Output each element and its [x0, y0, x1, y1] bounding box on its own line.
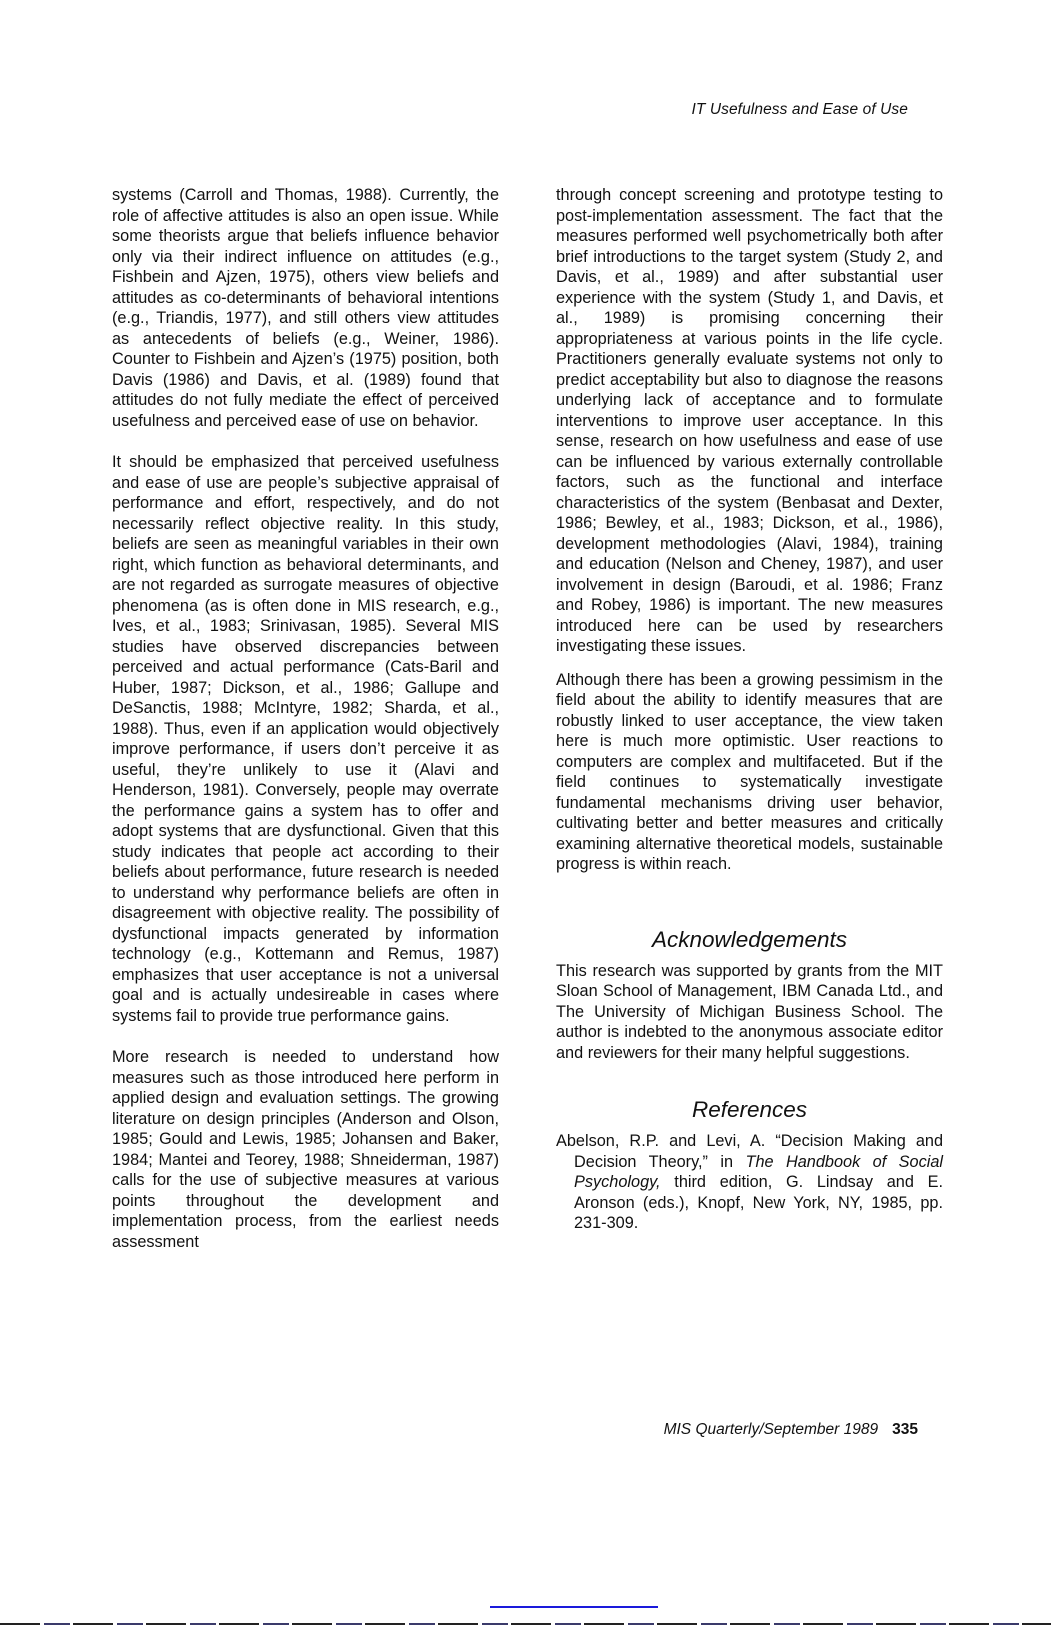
- left-column: [112, 185, 499, 1273]
- reference-entry: [556, 1131, 943, 1234]
- right-column: [556, 185, 943, 1234]
- link-underline[interactable]: [490, 1606, 658, 1608]
- running-header: IT Usefulness and Ease of Use: [691, 101, 908, 118]
- body-paragraph: Although there has been a growing pessimism in the field about the ability to identify measures that are robustly linked to user acceptance, the view taken here is much more optimistic. User reactions to computers are complex and multifaceted. But if the field continues to systematically investigate fundamental mechanisms driving user behavior, cultivating better and better measures and critically examining alternative theoretical models, sustainable progress is within reach.: [556, 670, 943, 873]
- reference-text: Abelson, R.P. and Levi, A. “Decision Making and Decision Theory,” in: [556, 1132, 943, 1171]
- reference-details: third edition, G. Lindsay and E. Aronson (eds.), Knopf, New York, NY, 1985, pp. 231-309.: [574, 1173, 943, 1232]
- acknowledgements-text: This research was supported by grants from the MIT Sloan School of Management, IBM Canada Ltd., and The University of Michigan Business School. The author is indebted to the anonymous associate editor and reviewers for their many helpful suggestions.: [556, 961, 943, 1062]
- reference-book-title: The Handbook of Social Psychology,: [574, 1152, 944, 1191]
- body-paragraph: systems (Carroll and Thomas, 1988). Currently, the role of affective attitudes is also an open issue. While some theorists argue that beliefs influence behavior only via their indirect influence on attitudes (e.g., Fishbein and Ajzen, 1975), others view beliefs and attitudes as co-determinants of behavioral intentions (e.g., Triandis, 1977), and still others view attitudes as antecedents of beliefs (e.g., Weiner, 1986). Counter to Fishbein and Ajzen’s (1975) position, both Davis (1986) and Davis, et al. (1989) found that attitudes do not fully mediate the effect of perceived usefulness and perceived ease of use on behavior.: [112, 186, 499, 430]
- journal-issue: MIS Quarterly/September 1989: [663, 1421, 879, 1438]
- page-footer: [664, 1421, 918, 1439]
- body-paragraph: More research is needed to understand how measures such as those introduced here perform in applied design and evaluation settings. The growing literature on design principles (Anderson and Olson, 1985; Gould and Lewis, 1985; Johansen and Baker, 1984; Mantei and Teorey, 1988; Shneiderman, 1987) calls for the use of subjective measures at various points throughout the development and implementation process, from the earliest needs assessment: [112, 1048, 499, 1251]
- body-paragraph: through concept screening and prototype testing to post-implementation assessment. The fact that the measures performed well psychometrically both after brief introductions to the target system (Study 2, and Davis, et al., 1989) and after substantial user experience with the system (Study 1, and Davis, et al., 1989) is promising concerning their appropriateness at various points in the life cycle. Practitioners generally evaluate systems not only to predict acceptability but also to diagnose the reasons underlying lack of acceptance and to formulate interventions to improve user acceptance. In this sense, research on how usefulness and ease of use can be influenced by various externally controllable factors, such as the functional and interface characteristics of the system (Benbasat and Dexter, 1986; Bewley, et al., 1983; Dickson, et al., 1986), development methodologies (Alavi, 1984), training and education (Nelson and Cheney, 1987), and user involvement in design (Baroudi, et al. 1986; Franz and Robey, 1986) is important. The new measures introduced here can be used by researchers investigating these issues.: [556, 186, 943, 655]
- page-number: 335: [892, 1421, 918, 1438]
- acknowledgements-heading: Acknowledgements: [651, 926, 848, 952]
- references-heading: References: [691, 1097, 808, 1122]
- body-paragraph: It should be emphasized that perceived usefulness and ease of use are people’s subjective appraisal of performance and effort, respectively, and do not necessarily reflect objective reality. In this study, beliefs are seen as meaningful variables in their own right, which function as behavioral determinants, and are not regarded as surrogate measures of objective phenomena (as is often done in MIS research, e.g., Ives, et al., 1983; Srinivasan, 1985). Several MIS studies have observed discrepancies between perceived and actual performance (Cats-Baril and Huber, 1987; Dickson, et al., 1986; Gallupe and DeSanctis, 1988; McIntyre, 1982; Sharda, et al., 1988). Thus, even if an application would objectively improve performance, if users don’t perceive it as useful, they’re unlikely to use it (Alavi and Henderson, 1981). Conversely, people may overrate the performance gains a system has to offer and adopt systems that are dysfunctional. Given that this study indicates that people act according to their beliefs about performance, future research is needed to understand why performance beliefs are often in disagreement with objective reality. The possibility of dysfunctional impacts generated by information technology (e.g., Kottemann and Remus, 1987) emphasizes that user acceptance is not a universal goal and is actually undesireable in cases where systems fail to provide true performance gains.: [112, 453, 499, 1025]
